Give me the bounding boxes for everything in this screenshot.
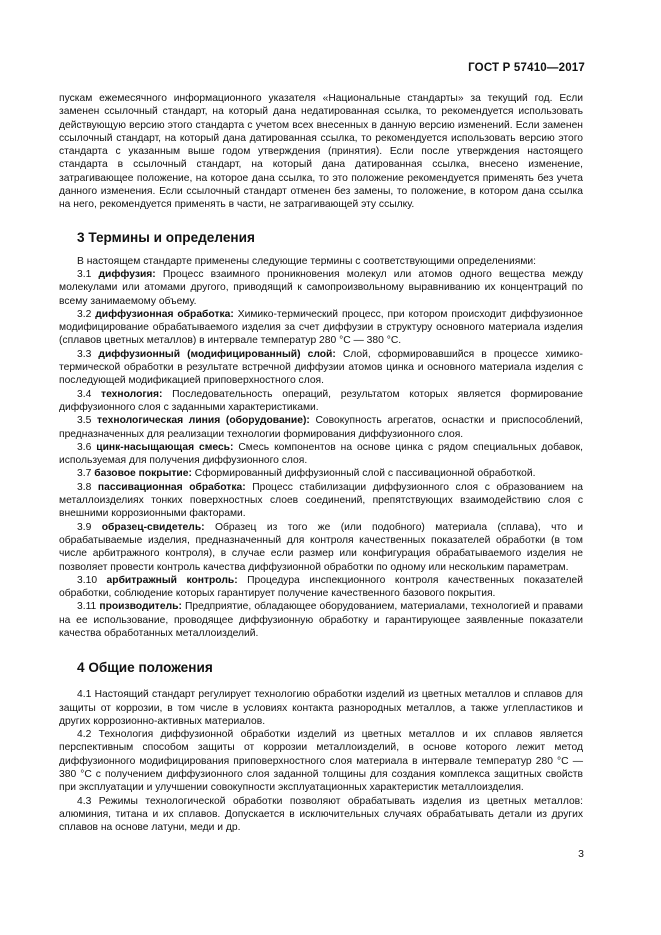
term-name: образец-свидетель: — [101, 521, 205, 533]
term-entry — [59, 467, 583, 480]
term-number: 3.5 — [77, 415, 92, 427]
term-definition: Слой, сформировавшийся в процессе химико-термической обработки в результате встречной диффузии атомов цинка и основного материала изделия с последующей модификацией приповерхностного слоя. — [59, 348, 583, 387]
term-definition: Процесс стабилизации диффузионного слоя с образованием на металлоизделиях тонких поверхностных слоев соединений, препятствующих взаимодействию слоя с внешними коррозионными факторами. — [59, 481, 583, 520]
term-name: базовое покрытие: — [94, 468, 192, 480]
term-entry — [59, 348, 583, 388]
term-definition: Процесс взаимного проникновения молекул или атомов одного вещества между молекулами или атомами другого, приводящий к самопроизвольному выравниванию их концентраций по всему занимаемому объему. — [59, 268, 583, 307]
term-number: 3.3 — [77, 348, 92, 360]
term-definition: Образец из того же (или подобного) материала (сплава), что и обрабатываемые изделия, предназначенный для контроля качественных показателей обработки (в том числе арбитражного контроля), в случае если размер или конфигурация обрабатываемого изделия не позволяет провести контроль качества диффузионной обработки по одному или нескольким параметрам. — [59, 521, 583, 573]
term-name: цинк-насыщающая смесь: — [96, 441, 234, 453]
term-number: 3.11 — [77, 601, 97, 613]
page-content — [59, 92, 583, 835]
term-entry — [59, 481, 583, 521]
term-name: технологическая линия (оборудование): — [97, 415, 310, 427]
term-entry — [59, 521, 583, 574]
term-name: диффузия: — [98, 268, 156, 280]
term-entry — [59, 414, 583, 441]
section-4-paragraph: 4.2 Технология диффузионной обработки изделий из цветных металлов и их сплавов является перспективным способом защиты от коррозии металлоизделий, в основе которого лежит метод диффузионного модифицирования приповерхностного слоя материала в интервале температур 280 °С — 380 °С с получением диффузионного слоя заданной толщины для создания комплекса защитных свойств при эксплуатации и улучшении совокупности эксплуатационных характеристик металлоизделия. — [59, 729, 583, 794]
term-entry — [59, 268, 583, 308]
standard-code-header: ГОСТ Р 57410—2017 — [468, 62, 585, 74]
term-number: 3.6 — [77, 441, 92, 453]
term-name: диффузионная обработка: — [95, 308, 234, 320]
section-3-intro: В настоящем стандарте применены следующие термины с соответствующими определениями: — [77, 255, 537, 267]
term-definition: Последовательность операций, результатом которых является формирование диффузионного слоя с заданными характеристиками. — [59, 388, 583, 413]
term-name: пассивационная обработка: — [97, 481, 246, 493]
term-entry — [59, 574, 583, 601]
term-definition: Сформированный диффузионный слой с пассивационной обработкой. — [194, 468, 536, 480]
section-4-paragraph: 4.3 Режимы технологической обработки позволяют обрабатывать изделия из цветных металлов: алюминия, титана и их сплавов. Допускается в исключительных случаях обрабатывать детали из других сплавов на основе латуни, меди и др. — [59, 795, 583, 834]
term-entry — [59, 308, 583, 348]
term-name: производитель: — [99, 601, 182, 613]
section-3-title: 3 Термины и определения — [77, 229, 255, 245]
term-number: 3.9 — [77, 521, 92, 533]
page-number: 3 — [578, 848, 584, 860]
term-definition: Предприятие, обладающее оборудованием, материалами, технологией и правами на ее использование, проводящее диффузионную обработку и гарантирующее заявленные показатели качества обработанных металлоизделий. — [59, 601, 583, 639]
term-entry — [59, 600, 583, 640]
term-name: арбитражный контроль: — [106, 574, 238, 586]
terms-list — [59, 268, 583, 640]
term-definition: Процедура инспекционного контроля качественных показателей обработки, соблюдение которых гарантирует получение качественного базового покрытия. — [59, 574, 583, 600]
term-name: технология: — [101, 388, 163, 400]
term-number: 3.1 — [77, 268, 92, 280]
term-name: диффузионный (модифицированный) слой: — [98, 348, 336, 360]
term-entry — [59, 388, 583, 415]
term-definition: Химико-термический процесс, при котором происходит диффузионное модифицирование обрабатываемого изделия за счет диффузии в структуру основного материала изделия (сплавов цветных металлов) в интервале температур 280 °С — 380 °С. — [59, 308, 583, 347]
term-entry — [59, 441, 583, 468]
term-definition: Совокупность агрегатов, оснастки и приспособлений, предназначенных для реализации технологии формирования диффузионного слоя. — [59, 415, 583, 440]
term-number: 3.8 — [77, 481, 92, 493]
section-4-title: 4 Общие положения — [77, 660, 213, 676]
intro-paragraph: пускам ежемесячного информационного указателя «Национальные стандарты» за текущий год. Если заменен ссылочный стандарт, на который дана недатированная ссылка, то рекомендуется использовать действующую версию этого стандарта с учетом всех внесенных в данную версию изменений. Если заменен ссылочный стандарт, на который дана датированная ссылка, то рекомендуется использовать версию этого стандарта с указанным выше годом утверждения (принятия). Если после утверждения настоящего стандарта в ссылочный стандарт, на который дана датированная ссылка, внесено изменение, затрагивающее положение, на которое дана ссылка, то это положение рекомендуется применять без учета данного изменения. Если ссылочный стандарт отменен без замены, то положение, в котором дана ссылка на него, рекомендуется применять в части, не затрагивающей эту ссылку. — [59, 93, 583, 211]
term-number: 3.4 — [77, 388, 92, 400]
term-number: 3.7 — [77, 468, 92, 480]
term-definition: Смесь компонентов на основе цинка с рядом специальных добавок, используемая для получения диффузионного слоя. — [59, 441, 583, 467]
term-number: 3.10 — [77, 574, 98, 586]
term-number: 3.2 — [77, 308, 92, 320]
section-4-paragraph: 4.1 Настоящий стандарт регулирует технологию обработки изделий из цветных металлов и сплавов для защиты от коррозии, в том числе в условиях контакта разнородных металлов, а также углепластиков и других коррозионно-активных материалов. — [59, 689, 583, 727]
